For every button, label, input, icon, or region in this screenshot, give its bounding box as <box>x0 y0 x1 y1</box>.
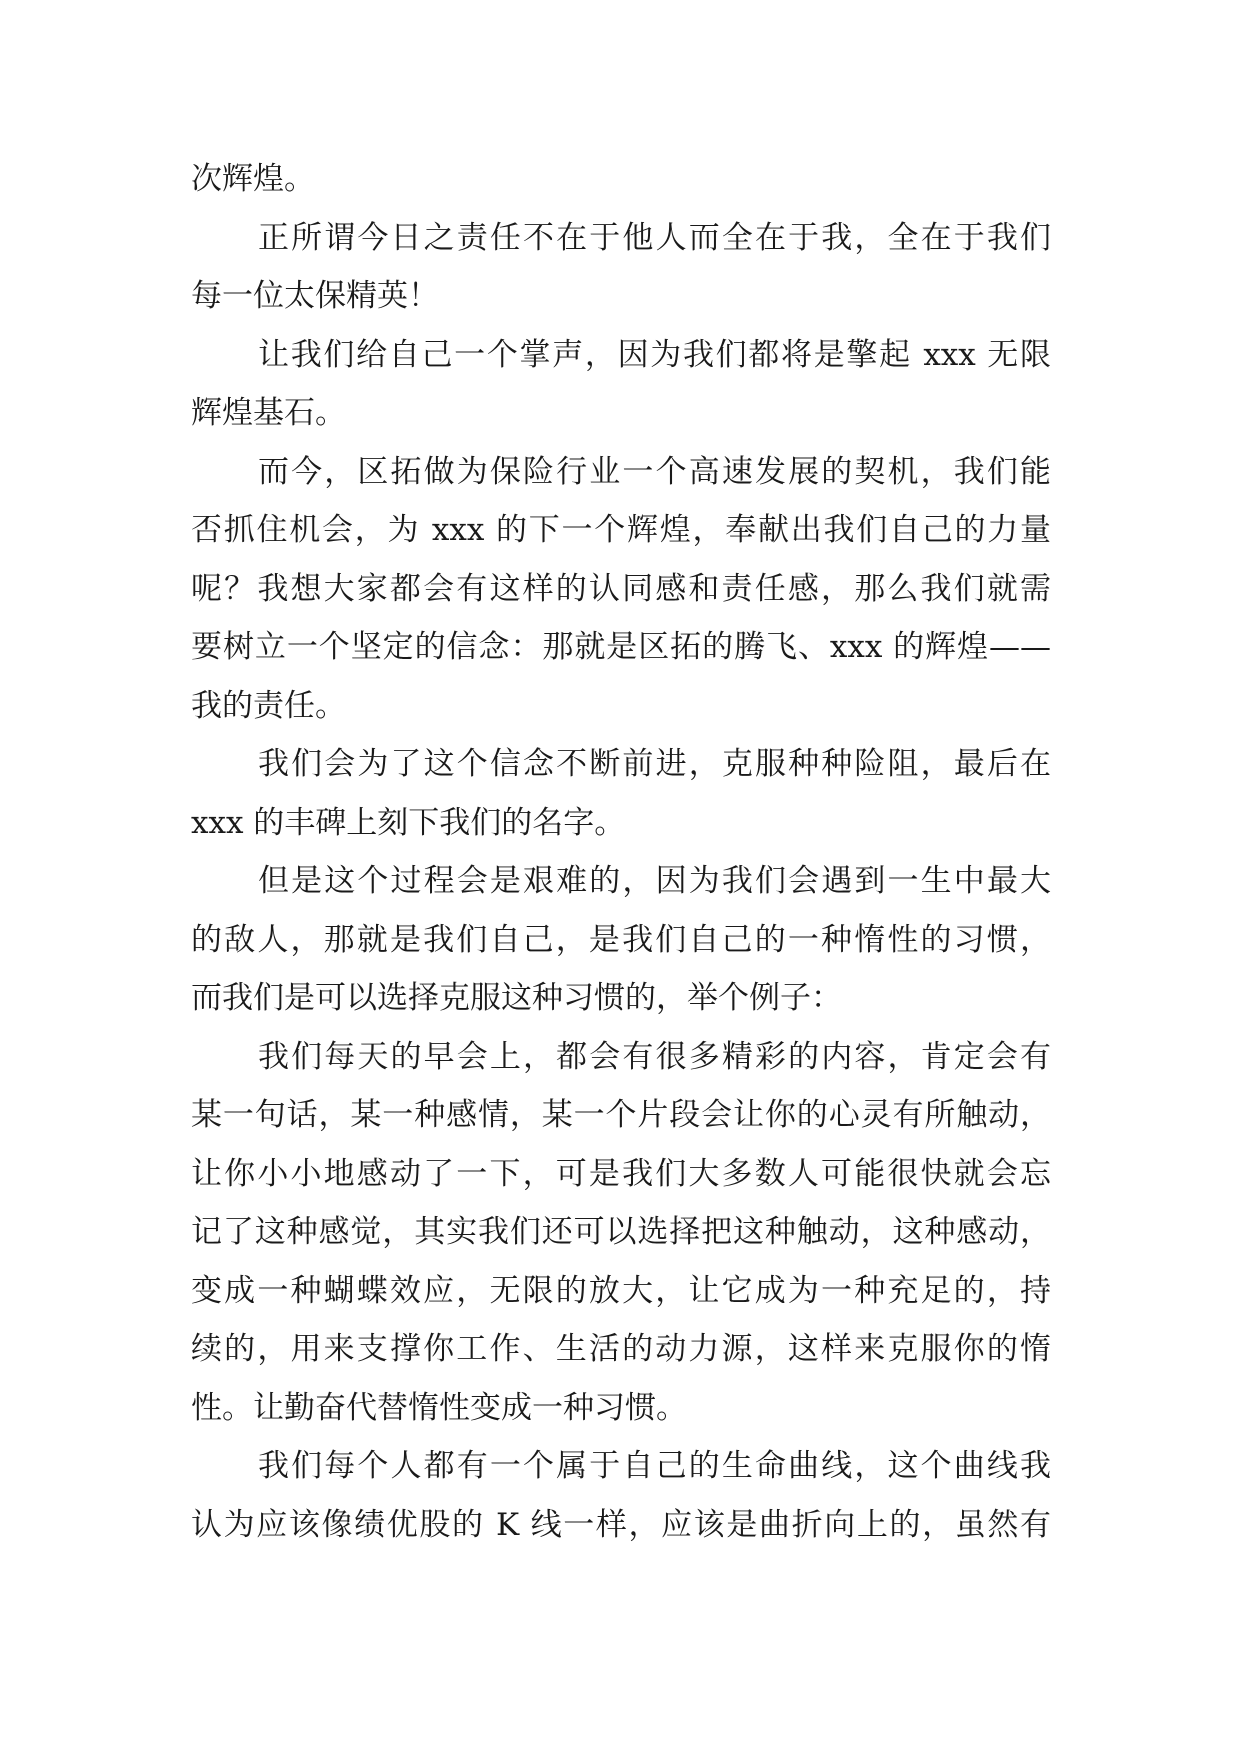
text-line: 记了这种感觉，其实我们还可以选择把这种触动，这种感动， <box>191 1214 1051 1250</box>
text-line: 辉煌基石。 <box>191 395 346 431</box>
paragraph-first-line: 我们会为了这个信念不断前进，克服种种险阻，最后在 <box>258 746 1051 782</box>
paragraph-first-line: 我们每个人都有一个属于自己的生命曲线，这个曲线我 <box>258 1448 1051 1484</box>
paragraph-first-line: 正所谓今日之责任不在于他人而全在于我，全在于我们 <box>258 219 1051 256</box>
text-line: 否抓住机会，为 xxx 的下一个辉煌，奉献出我们自己的力量 <box>191 512 1051 548</box>
text-line: 认为应该像绩优股的 K 线一样，应该是曲折向上的，虽然有 <box>191 1506 1051 1543</box>
text-line: 的敌人，那就是我们自己，是我们自己的一种惰性的习惯， <box>191 921 1051 958</box>
text-line: 次辉煌。 <box>191 161 315 197</box>
text-line: 变成一种蝴蝶效应，无限的放大，让它成为一种充足的，持 <box>191 1272 1051 1309</box>
text-line: 让你小小地感动了一下，可是我们大多数人可能很快就会忘 <box>191 1155 1051 1192</box>
text-line: xxx 的丰碑上刻下我们的名字。 <box>191 804 626 841</box>
paragraph-first-line: 我们每天的早会上，都会有很多精彩的内容，肯定会有 <box>258 1038 1051 1075</box>
text-line: 我的责任。 <box>191 687 346 724</box>
paragraph-first-line: 而今，区拓做为保险行业一个高速发展的契机，我们能 <box>258 453 1051 490</box>
text-line: 要树立一个坚定的信念：那就是区拓的腾飞、xxx 的辉煌—— <box>191 629 1051 665</box>
text-line: 呢？我想大家都会有这样的认同感和责任感，那么我们就需 <box>191 570 1051 607</box>
text-line: 而我们是可以选择克服这种习惯的，举个例子： <box>191 980 842 1016</box>
text-line: 性。让勤奋代替惰性变成一种习惯。 <box>191 1389 687 1426</box>
paragraph-first-line: 让我们给自己一个掌声，因为我们都将是擎起 xxx 无限 <box>258 336 1051 373</box>
text-line: 某一句话，某一种感情，某一个片段会让你的心灵有所触动， <box>191 1097 1051 1133</box>
text-line: 续的，用来支撑你工作、生活的动力源，这样来克服你的惰 <box>191 1331 1051 1367</box>
paragraph-first-line: 但是这个过程会是艰难的，因为我们会遇到一生中最大 <box>258 863 1051 899</box>
body-text <box>191 150 1051 1554</box>
text-line: 每一位太保精英！ <box>191 278 439 314</box>
